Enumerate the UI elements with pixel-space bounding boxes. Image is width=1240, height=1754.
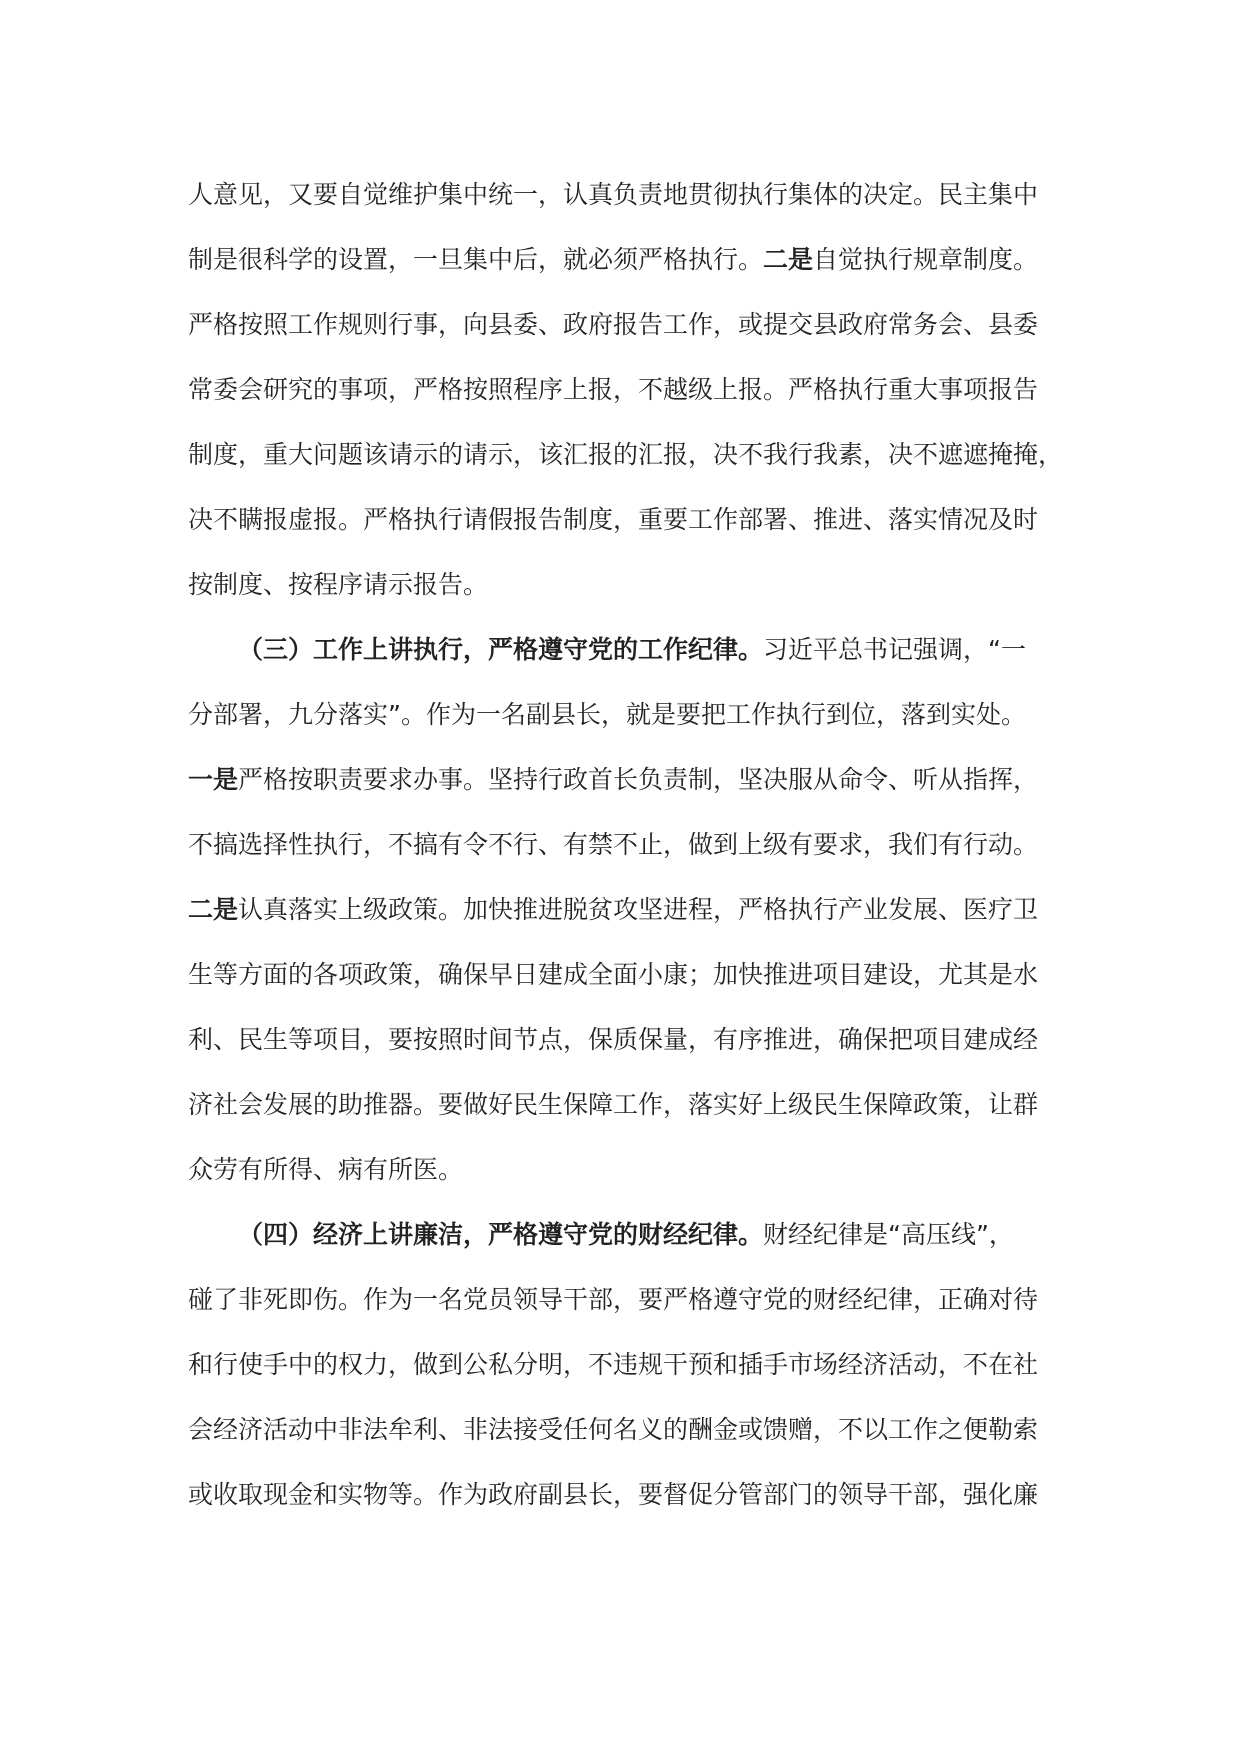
text-line: 生等方面的各项政策，确保早日建成全面小康；加快推进项目建设，尤其是水 bbox=[188, 960, 1039, 989]
text-line bbox=[188, 747, 1078, 812]
text-line: 制度，重大问题该请示的请示，该汇报的汇报，决不我行我素，决不遮遮掩掩， bbox=[188, 440, 1064, 469]
bold-run: 一是 bbox=[188, 765, 239, 794]
text-line: 不搞选择性执行，不搞有令不行、有禁不止，做到上级有要求，我们有行动。 bbox=[188, 830, 1039, 859]
text-line: 按制度、按程序请示报告。 bbox=[188, 570, 489, 599]
paragraph bbox=[188, 162, 1078, 617]
text-line bbox=[188, 227, 1078, 292]
text-run: 严格按职责要求办事。坚持行政首长负责制，坚决服从命令、听从指挥， bbox=[238, 765, 1039, 794]
text-line: 碰了非死即伤。作为一名党员领导干部，要严格遵守党的财经纪律，正确对待 bbox=[188, 1285, 1039, 1314]
text-line: 众劳有所得、病有所医。 bbox=[188, 1155, 464, 1184]
section-heading: （四）经济上讲廉洁，严格遵守党的财经纪律。 bbox=[238, 1220, 764, 1249]
text-line: 和行使手中的权力，做到公私分明，不违规干预和插手市场经济活动，不在社 bbox=[188, 1350, 1039, 1379]
text-line: 严格按照工作规则行事，向县委、政府报告工作，或提交县政府常务会、县委 bbox=[188, 310, 1039, 339]
text-line bbox=[188, 1202, 1078, 1267]
text-line: 分部署，九分落实”。作为一名副县长，就是要把工作执行到位，落到实处。 bbox=[188, 700, 1026, 729]
text-line: 决不瞒报虚报。严格执行请假报告制度，重要工作部署、推进、落实情况及时 bbox=[188, 505, 1039, 534]
document-body bbox=[188, 162, 1078, 1527]
text-run: 制是很科学的设置，一旦集中后，就必须严格执行。 bbox=[188, 245, 764, 274]
text-run: 财经纪律是“高压线”， bbox=[763, 1220, 1014, 1249]
text-line: 会经济活动中非法牟利、非法接受任何名义的酬金或馈赠，不以工作之便勒索 bbox=[188, 1415, 1039, 1444]
text-line: 或收取现金和实物等。作为政府副县长，要督促分管部门的领导干部，强化廉 bbox=[188, 1480, 1039, 1509]
text-run: 认真落实上级政策。加快推进脱贫攻坚进程，严格执行产业发展、医疗卫 bbox=[238, 895, 1039, 924]
text-run: 习近平总书记强调，“一 bbox=[763, 635, 1026, 664]
paragraph bbox=[188, 1202, 1078, 1527]
bold-run: 二是 bbox=[763, 245, 814, 274]
text-run: 自觉执行规章制度。 bbox=[813, 245, 1039, 274]
section-heading: （三）工作上讲执行，严格遵守党的工作纪律。 bbox=[238, 635, 764, 664]
text-line: 利、民生等项目，要按照时间节点，保质保量，有序推进，确保把项目建成经 bbox=[188, 1025, 1039, 1054]
text-line bbox=[188, 877, 1078, 942]
text-line: 人意见，又要自觉维护集中统一，认真负责地贯彻执行集体的决定。民主集中 bbox=[188, 180, 1039, 209]
text-line bbox=[188, 617, 1078, 682]
bold-run: 二是 bbox=[188, 895, 239, 924]
text-line: 济社会发展的助推器。要做好民生保障工作，落实好上级民生保障政策，让群 bbox=[188, 1090, 1039, 1119]
text-line: 常委会研究的事项，严格按照程序上报，不越级上报。严格执行重大事项报告 bbox=[188, 375, 1039, 404]
paragraph bbox=[188, 617, 1078, 1202]
